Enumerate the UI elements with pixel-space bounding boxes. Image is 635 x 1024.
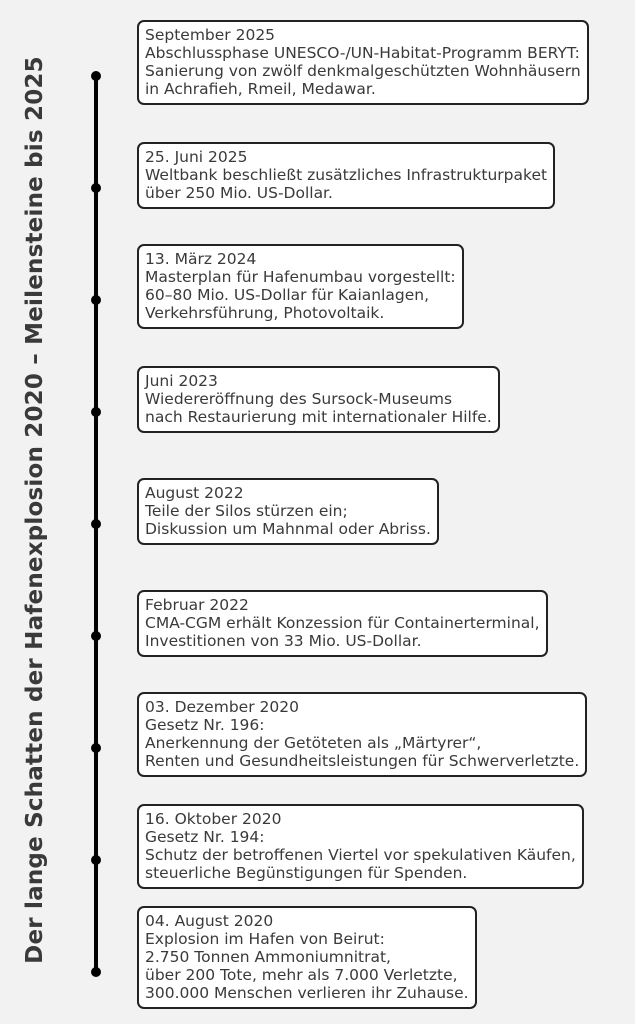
- event-card-feb-2022: [137, 590, 548, 657]
- event-text-line: Anerkennung der Getöteten als „Märtyrer“,: [145, 734, 482, 752]
- timeline-title: Der lange Schatten der Hafenexplosion 2020 – Meilensteine bis 2025: [22, 56, 48, 964]
- event-card-dec-2020: [137, 692, 587, 777]
- timeline-marker-aug-2022: [91, 519, 101, 529]
- event-text-line: über 200 Tote, mehr als 7.000 Verletzte,: [145, 966, 458, 984]
- event-date: 03. Dezember 2020: [145, 698, 299, 716]
- event-text-line: 2.750 Tonnen Ammoniumnitrat,: [145, 948, 391, 966]
- event-date: 04. August 2020: [145, 912, 274, 930]
- event-card-mar-2024: [137, 244, 464, 329]
- event-text-line: in Achrafieh, Rmeil, Medawar.: [145, 80, 376, 98]
- event-text-line: 300.000 Menschen verlieren ihr Zuhause.: [145, 984, 469, 1002]
- event-card-oct-2020: [137, 804, 584, 889]
- event-date: 16. Oktober 2020: [145, 810, 282, 828]
- event-text-line: Weltbank beschließt zusätzliches Infrastrukturpaket: [145, 166, 548, 184]
- event-text-line: Investitionen von 33 Mio. US-Dollar.: [145, 632, 422, 650]
- timeline-marker-aug-2020: [91, 967, 101, 977]
- event-text-line: Wiedereröffnung des Sursock-Museums: [145, 390, 453, 408]
- event-date: August 2022: [145, 484, 244, 502]
- event-text-line: Verkehrsführung, Photovoltaik.: [145, 304, 385, 322]
- event-text-line: Sanierung von zwölf denkmalgeschützten Wohnhäusern: [145, 62, 581, 80]
- event-text-line: Masterplan für Hafenumbau vorgestellt:: [145, 268, 456, 286]
- event-date: 25. Juni 2025: [145, 148, 248, 166]
- timeline-marker-oct-2020: [91, 855, 101, 865]
- event-text-line: CMA-CGM erhält Konzession für Containerterminal,: [145, 614, 540, 632]
- event-card-aug-2020: [137, 906, 477, 1009]
- event-text-line: Gesetz Nr. 194:: [145, 828, 265, 846]
- timeline-marker-jun-2025: [91, 183, 101, 193]
- timeline-marker-mar-2024: [91, 295, 101, 305]
- event-text-line: Schutz der betroffenen Viertel vor spekulativen Käufen,: [145, 846, 576, 864]
- event-card-aug-2022: [137, 478, 439, 545]
- event-text-line: Renten und Gesundheitsleistungen für Schwerverletzte.: [145, 752, 580, 770]
- event-card-sep-2025: [137, 20, 589, 105]
- event-date: Juni 2023: [145, 372, 218, 390]
- event-text-line: Teile der Silos stürzen ein;: [145, 502, 348, 520]
- timeline-marker-dec-2020: [91, 743, 101, 753]
- timeline-marker-jun-2023: [91, 407, 101, 417]
- event-card-jun-2023: [137, 366, 500, 433]
- event-text-line: Diskussion um Mahnmal oder Abriss.: [145, 520, 431, 538]
- event-card-jun-2025: [137, 142, 555, 209]
- event-date: September 2025: [145, 26, 276, 44]
- event-text-line: Gesetz Nr. 196:: [145, 716, 265, 734]
- event-text-line: Abschlussphase UNESCO-/UN-Habitat-Programm BERYT:: [145, 44, 580, 62]
- timeline-marker-feb-2022: [91, 631, 101, 641]
- event-text-line: 60–80 Mio. US-Dollar für Kaianlagen,: [145, 286, 430, 304]
- timeline-marker-sep-2025: [91, 71, 101, 81]
- event-date: Februar 2022: [145, 596, 249, 614]
- event-text-line: nach Restaurierung mit internationaler Hilfe.: [145, 408, 492, 426]
- event-date: 13. März 2024: [145, 250, 257, 268]
- event-text-line: Explosion im Hafen von Beirut:: [145, 930, 385, 948]
- event-text-line: über 250 Mio. US-Dollar.: [145, 184, 333, 202]
- event-text-line: steuerliche Begünstigungen für Spenden.: [145, 864, 468, 882]
